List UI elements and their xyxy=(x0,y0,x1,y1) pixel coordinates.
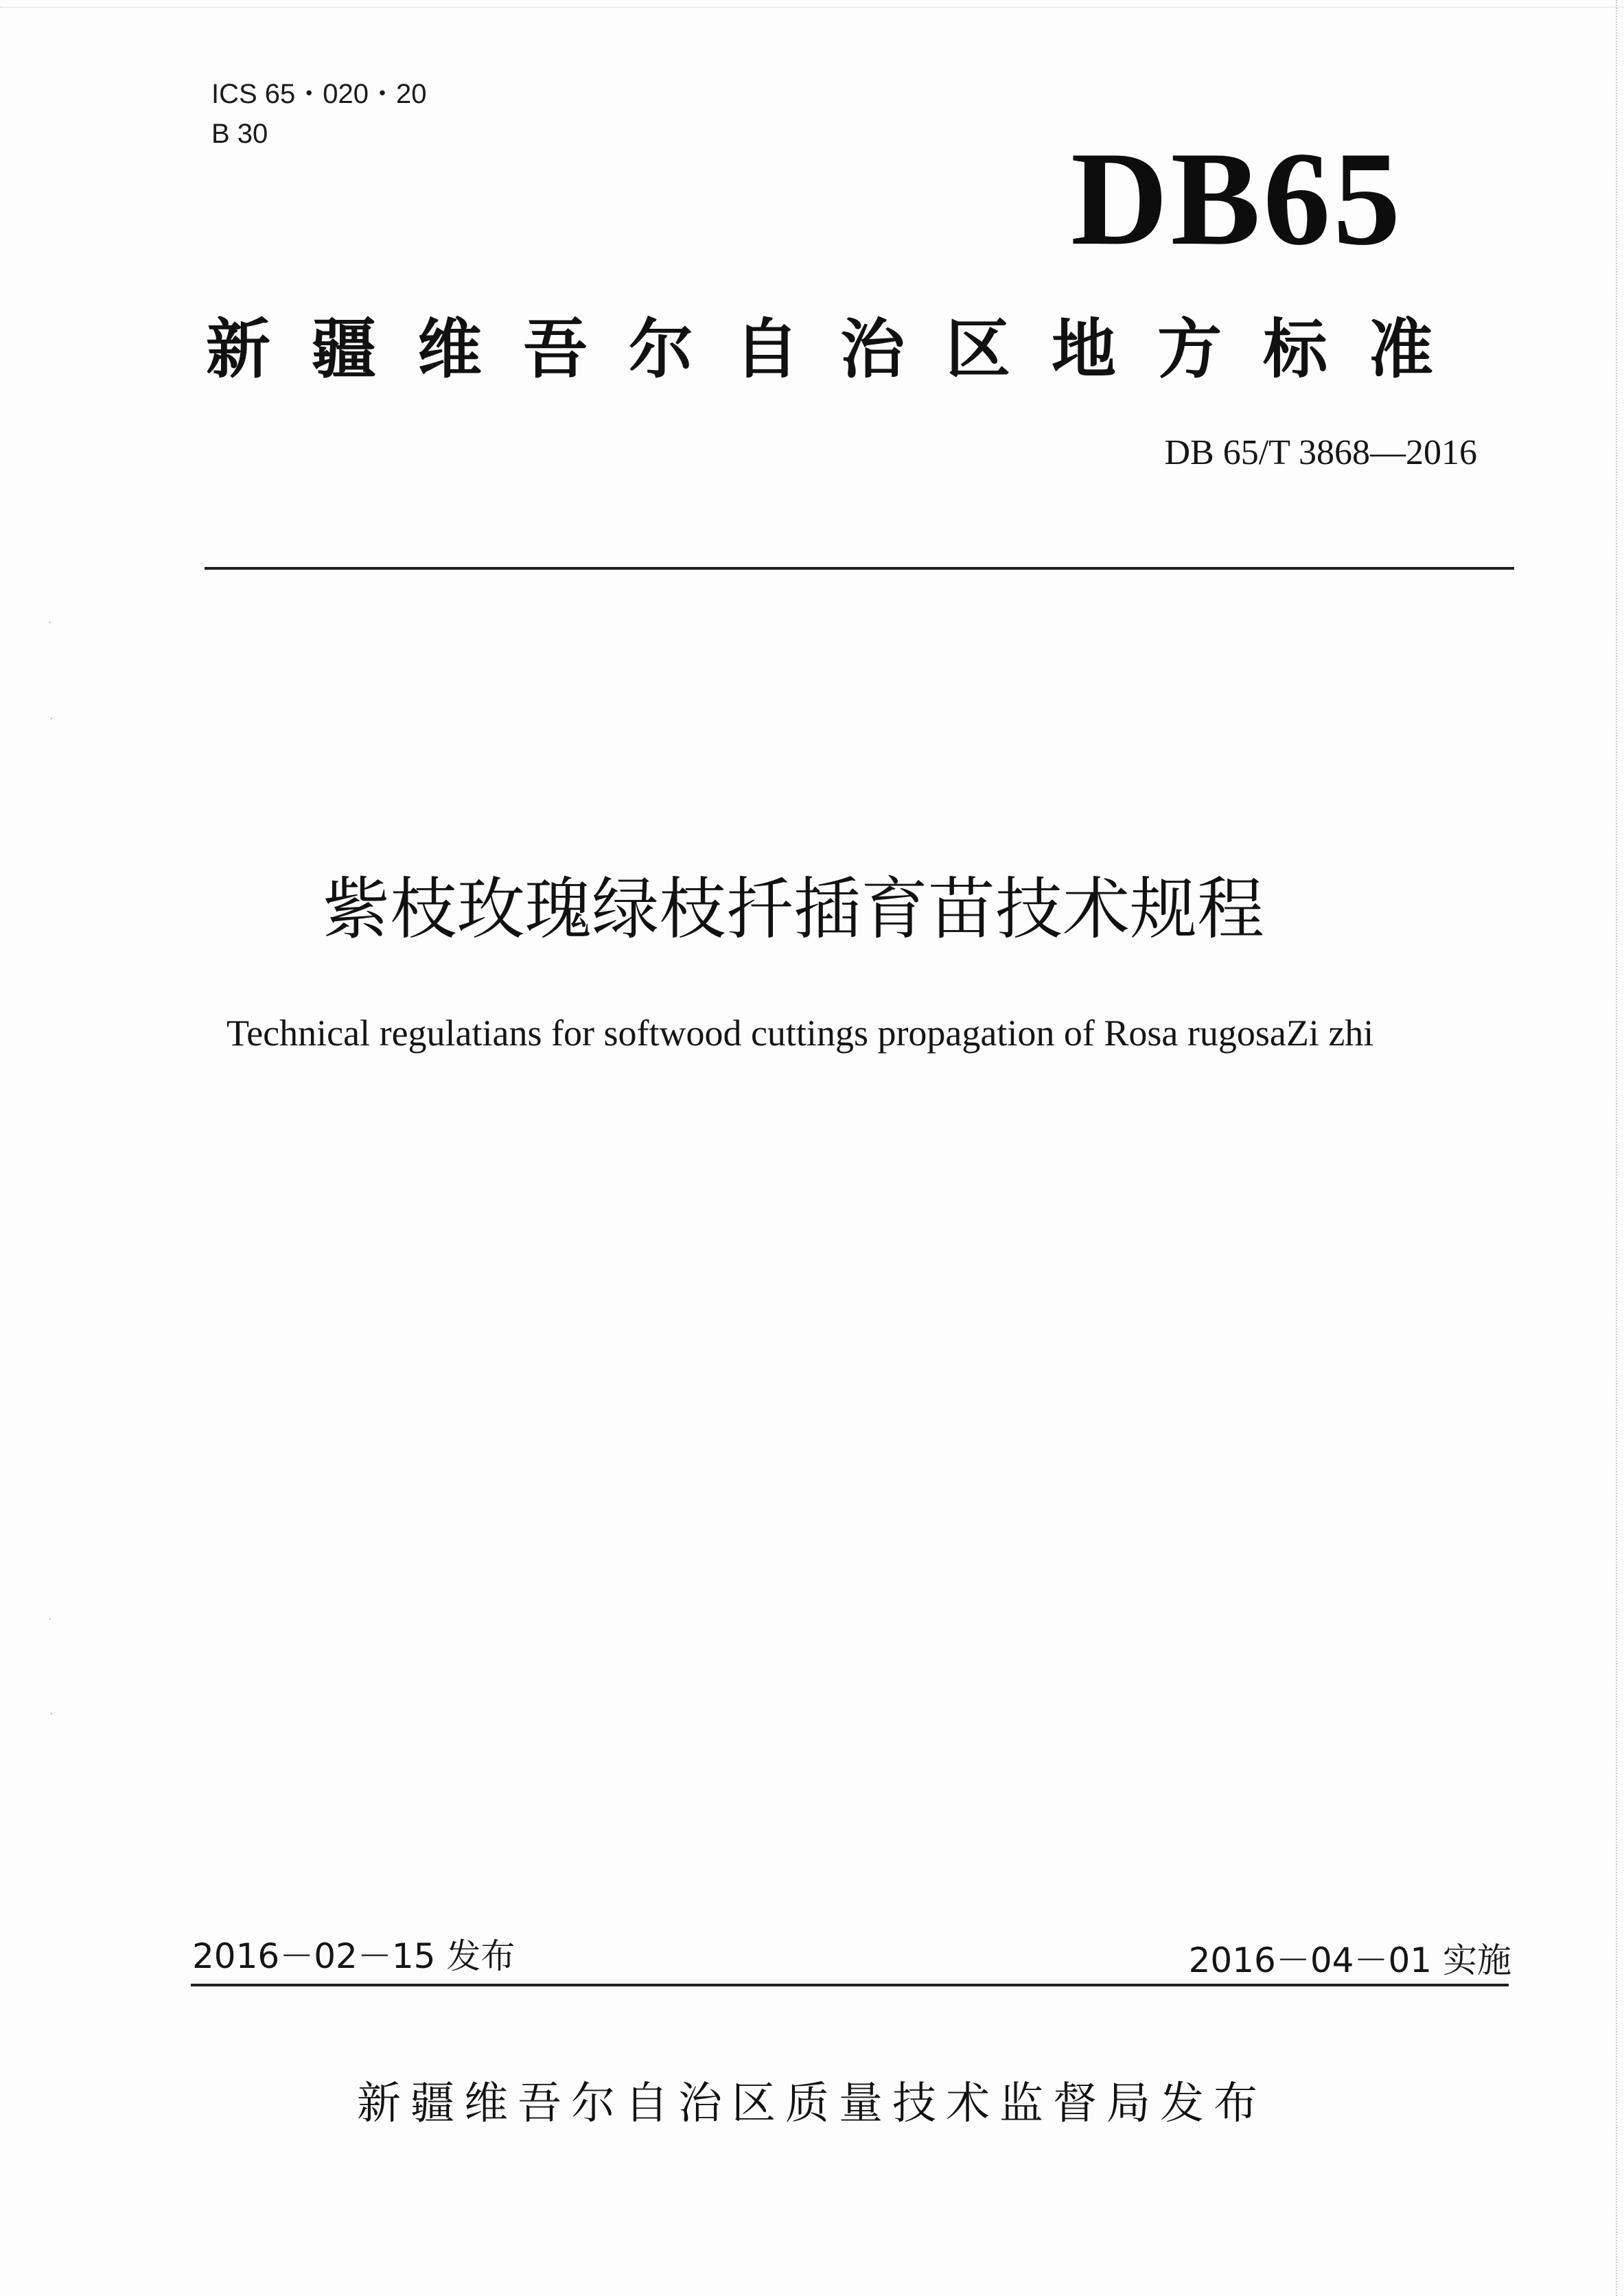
scan-speck: · xyxy=(48,616,52,628)
bottom-divider xyxy=(191,1984,1509,1986)
db65-logo: DB65 xyxy=(1071,124,1404,273)
scan-top-edge xyxy=(0,0,1624,8)
standard-type-heading: 新疆维吾尔自治区地方标准 xyxy=(206,312,1475,387)
ccs-code: B 30 xyxy=(211,119,268,149)
top-divider xyxy=(205,567,1514,570)
ics-code: ICS 65・020・20 xyxy=(211,79,427,109)
scan-speck: · xyxy=(49,1708,54,1719)
classification-codes xyxy=(211,74,427,154)
scan-speck: · xyxy=(49,712,54,724)
issue-date: 2016－02－15 发布 xyxy=(192,1936,515,1976)
title-chinese: 紫枝玫瑰绿枝扦插育苗技术规程 xyxy=(323,870,1265,949)
title-english: Technical regulatians for softwood cuttings propagation of Rosa rugosaZi zhi xyxy=(227,1012,1374,1054)
scan-speck: · xyxy=(48,1613,52,1625)
standard-number: DB 65/T 3868—2016 xyxy=(1164,433,1477,472)
scan-right-edge xyxy=(1616,0,1624,2296)
implementation-date: 2016－04－01 实施 xyxy=(1188,1940,1511,1980)
publisher-line: 新疆维吾尔自治区质量技术监督局发布 xyxy=(357,2078,1267,2129)
